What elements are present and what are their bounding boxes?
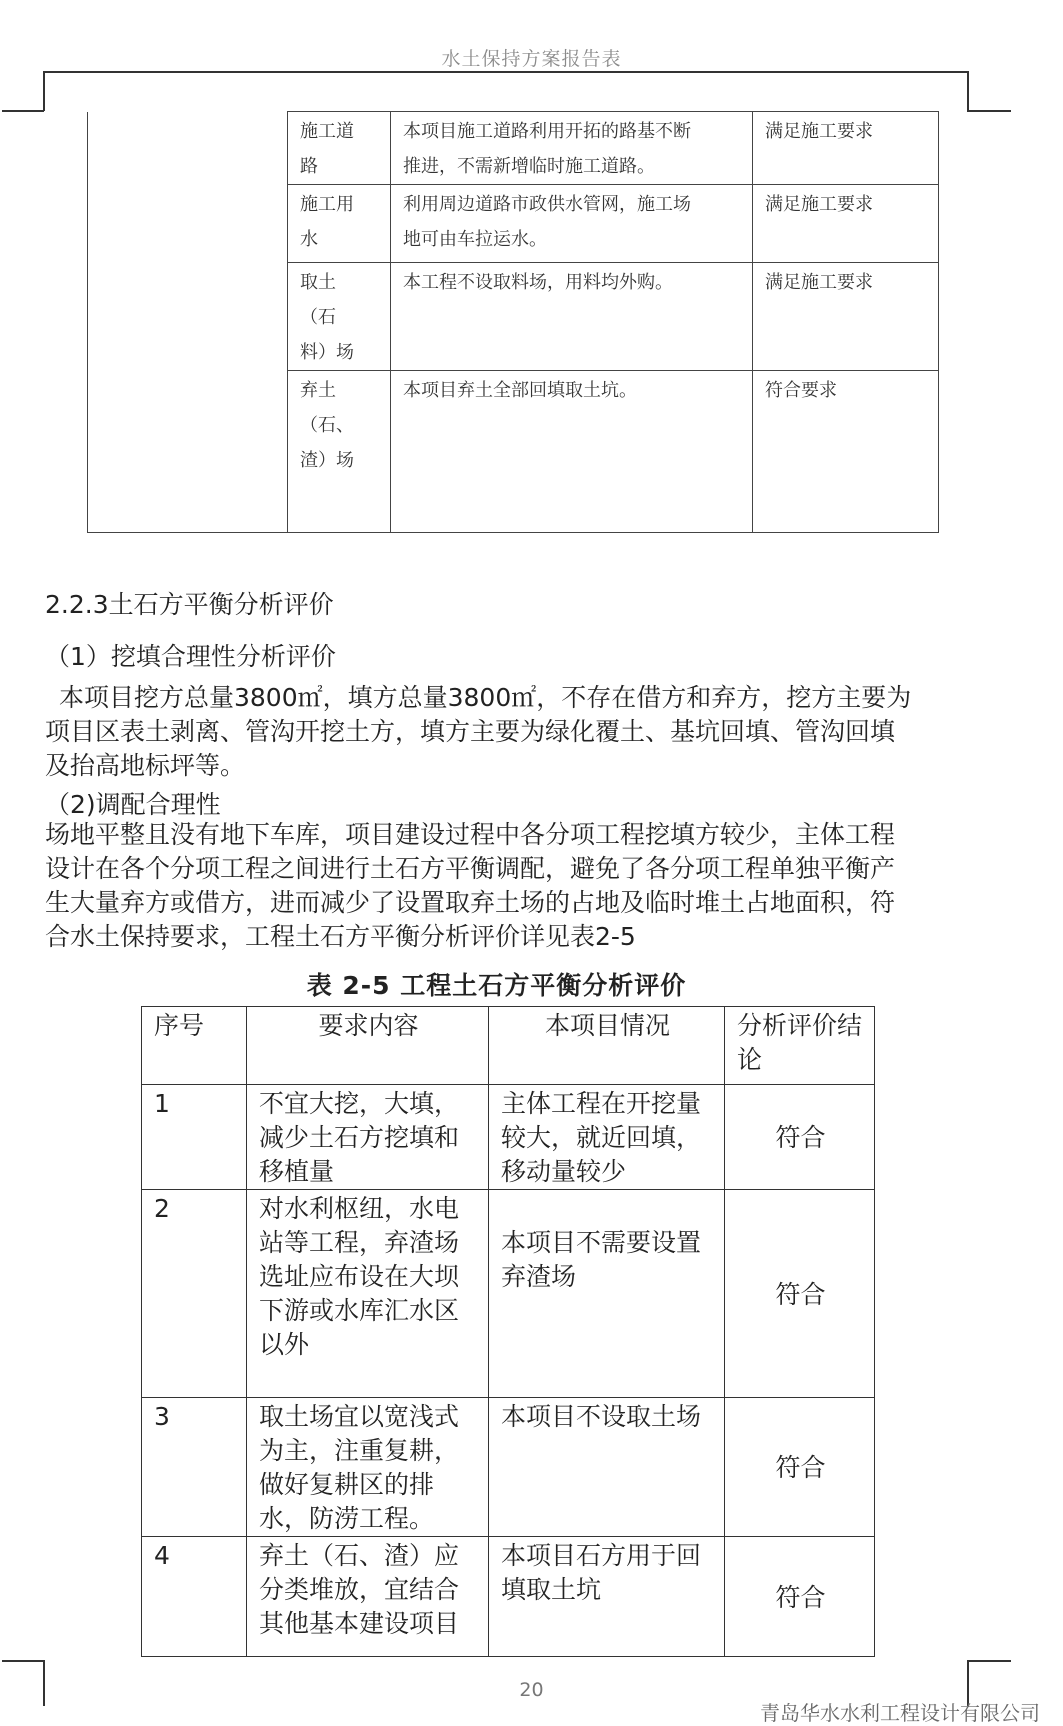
requirement-cell: 不宜大挖，大填，减少土石方挖填和移植量 (247, 1085, 489, 1190)
header-corner-right-tick (967, 110, 1011, 112)
table-row (88, 112, 939, 185)
item-cell: 施工道 路 (288, 112, 391, 185)
requirement-cell: 对水利枢纽，水电站等工程，弃渣场选址应布设在大坝下游或水库汇水区以外 (247, 1190, 489, 1398)
header-cell-requirement: 要求内容 (247, 1007, 489, 1085)
footer-company: 青岛华水水利工程设计有限公司 (760, 1701, 1040, 1725)
conclusion-cell: 满足施工要求 (753, 185, 939, 263)
header-cell-no: 序号 (142, 1007, 247, 1085)
header-corner-left (43, 71, 45, 111)
situation-cell: 利用周边道路市政供水管网，施工场 地可由车拉运水。 (391, 185, 753, 263)
header-corner-left-tick (2, 110, 44, 112)
table-caption: 表 2-5 工程土石方平衡分析评价 (306, 971, 687, 1000)
subsection-heading-1: （1）挖填合理性分析评价 (45, 642, 336, 671)
conclusion-cell: 满足施工要求 (753, 112, 939, 185)
earthwork-balance-table (141, 1006, 875, 1657)
conclusion-cell: 符合 (725, 1537, 875, 1657)
row-number: 4 (142, 1537, 247, 1657)
situation-cell: 本工程不设取料场，用料均外购。 (391, 263, 753, 371)
table-row (142, 1537, 875, 1657)
item-cell: 取土 （石 料）场 (288, 263, 391, 371)
header-corner-right (967, 71, 969, 111)
conclusion-cell: 符合 (725, 1085, 875, 1190)
construction-conditions-table (87, 111, 939, 533)
requirement-cell: 弃土（石、渣）应分类堆放，宜结合其他基本建设项目 (247, 1537, 489, 1657)
header-cell-conclusion: 分析评价结论 (725, 1007, 875, 1085)
situation-cell: 本项目施工道路利用开拓的路基不断 推进，不需新增临时施工道路。 (391, 112, 753, 185)
footer-corner-right-tick (967, 1660, 1011, 1662)
conclusion-cell: 符合 (725, 1398, 875, 1537)
conclusion-cell: 符合 (725, 1190, 875, 1398)
table-header-row (142, 1007, 875, 1085)
requirement-cell: 取土场宜以宽浅式为主，注重复耕，做好复耕区的排水，防涝工程。 (247, 1398, 489, 1537)
header-cell-situation: 本项目情况 (489, 1007, 725, 1085)
table-row (142, 1085, 875, 1190)
subsection-heading-2: （2)调配合理性 (45, 790, 221, 819)
table-row (142, 1398, 875, 1537)
situation-cell: 本项目弃土全部回填取土坑。 (391, 371, 753, 533)
table-row (142, 1190, 875, 1398)
item-cell: 施工用 水 (288, 185, 391, 263)
paragraph-2: 场地平整且没有地下车库，项目建设过程中各分项工程挖填方较少，主体工程 设计在各个分项工程之间进行土石方平衡调配，避免了各分项工程单独平衡产 生大量弃方或借方，进而减少了设置取弃土场的占地及临时堆土占地面积，符 合水土保持要求，工程土石方平衡分析评价详见表2-5 (45, 820, 896, 951)
page-number: 20 (519, 1679, 544, 1701)
header-title: 水土保持方案报告表 (441, 48, 622, 70)
situation-cell: 本项目不需要设置弃渣场 (489, 1190, 725, 1398)
footer-corner-left-tick (2, 1660, 44, 1662)
item-cell: 弃土 （石、 渣）场 (288, 371, 391, 533)
situation-cell: 本项目不设取土场 (489, 1398, 725, 1537)
blank-cell (88, 112, 288, 533)
row-number: 1 (142, 1085, 247, 1190)
header-rule (43, 71, 968, 73)
conclusion-cell: 符合要求 (753, 371, 939, 533)
section-heading: 2.2.3土石方平衡分析评价 (45, 590, 334, 619)
paragraph-1: 本项目挖方总量3800㎡，填方总量3800㎡，不存在借方和弃方，挖方主要为 项目区表土剥离、管沟开挖土方，填方主要为绿化覆土、基坑回填、管沟回填 及抬高地标坪等。 (45, 683, 912, 780)
conclusion-cell: 满足施工要求 (753, 263, 939, 371)
row-number: 2 (142, 1190, 247, 1398)
situation-cell: 本项目石方用于回填取土坑 (489, 1537, 725, 1657)
row-number: 3 (142, 1398, 247, 1537)
situation-cell: 主体工程在开挖量较大，就近回填，移动量较少 (489, 1085, 725, 1190)
